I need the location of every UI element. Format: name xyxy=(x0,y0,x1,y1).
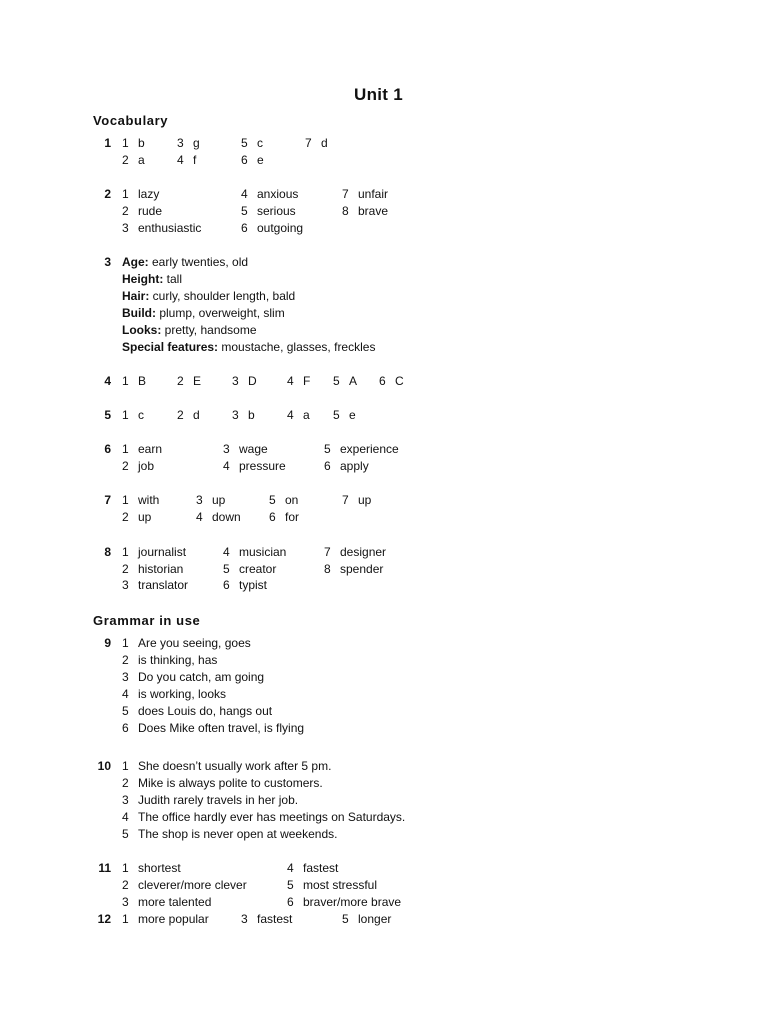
answer-item: 1 B xyxy=(122,374,147,388)
answer-item: 2 a xyxy=(122,153,145,167)
answer-item: 5 creator xyxy=(223,562,277,576)
answer-item: 5 c xyxy=(241,136,263,150)
answer-item: 4 a xyxy=(287,408,310,422)
description-line: Hair: curly, shoulder length, bald xyxy=(122,289,296,303)
answer-item: 4 anxious xyxy=(241,187,299,201)
answer-item: 2 cleverer/more clever xyxy=(122,878,247,892)
exercise-number: 3 xyxy=(104,255,111,269)
answer-item: 7 designer xyxy=(324,545,387,559)
answer-item: 4 is working, looks xyxy=(122,687,227,701)
answer-item: 1 more popular xyxy=(122,912,209,926)
page-title: Unit 1 xyxy=(354,85,404,104)
exercise-number: 9 xyxy=(104,636,111,650)
answer-item: 1 shortest xyxy=(122,861,181,875)
answer-item: 5 The shop is never open at weekends. xyxy=(122,827,338,841)
exercise-number: 6 xyxy=(104,442,111,456)
answer-item: 4 F xyxy=(287,374,311,388)
answer-item: 4 musician xyxy=(223,545,287,559)
answer-item: 1 Are you seeing, goes xyxy=(122,636,251,650)
answer-item: 6 braver/more brave xyxy=(287,895,402,909)
description-line: Age: early twenties, old xyxy=(122,255,249,269)
answer-item: 4 The office hardly ever has meetings on Saturdays. xyxy=(122,810,406,824)
answer-item: 1 She doesn’t usually work after 5 pm. xyxy=(122,759,332,773)
answer-item: 6 apply xyxy=(324,459,369,473)
answer-item: 1 earn xyxy=(122,442,163,456)
answer-item: 6 outgoing xyxy=(241,221,304,235)
answer-item: 6 typist xyxy=(223,578,268,592)
exercise-number: 1 xyxy=(104,136,111,150)
answer-item: 2 Mike is always polite to customers. xyxy=(122,776,323,790)
answer-item: 3 b xyxy=(232,408,255,422)
section-heading-grammar: Grammar in use xyxy=(93,613,201,628)
answer-item: 6 Does Mike often travel, is flying xyxy=(122,721,305,735)
answer-item: 5 e xyxy=(333,408,356,422)
exercise-number: 2 xyxy=(104,187,111,201)
answer-item: 2 is thinking, has xyxy=(122,653,218,667)
answer-item: 3 translator xyxy=(122,578,189,592)
answer-item: 6 for xyxy=(269,510,300,524)
description-line: Looks: pretty, handsome xyxy=(122,323,257,337)
answer-item: 1 journalist xyxy=(122,545,187,559)
section-heading-vocabulary: Vocabulary xyxy=(93,113,169,128)
answer-item: 3 more talented xyxy=(122,895,212,909)
exercise-number: 11 xyxy=(98,861,111,875)
answer-item: 3 fastest xyxy=(241,912,293,926)
answer-item: 3 enthusiastic xyxy=(122,221,202,235)
answer-item: 5 longer xyxy=(342,912,392,926)
answer-item: 1 lazy xyxy=(122,187,160,201)
exercise-number: 8 xyxy=(104,545,111,559)
exercise-number: 5 xyxy=(104,408,111,422)
exercise-number: 10 xyxy=(97,759,111,773)
answer-item: 4 pressure xyxy=(223,459,286,473)
description-line: Build: plump, overweight, slim xyxy=(122,306,285,320)
exercise-number: 12 xyxy=(97,912,111,926)
answer-item: 3 g xyxy=(177,136,200,150)
answer-item: 5 experience xyxy=(324,442,399,456)
answer-item: 2 up xyxy=(122,510,152,524)
answer-item: 2 job xyxy=(122,459,155,473)
exercise-number: 4 xyxy=(104,374,111,388)
answer-item: 5 on xyxy=(269,493,299,507)
description-line: Special features: moustache, glasses, freckles xyxy=(122,340,376,354)
answer-item: 3 wage xyxy=(223,442,268,456)
answer-item: 5 does Louis do, hangs out xyxy=(122,704,273,718)
answer-item: 2 d xyxy=(177,408,200,422)
answer-item: 6 e xyxy=(241,153,264,167)
answer-item: 4 f xyxy=(177,153,197,167)
answer-item: 3 Do you catch, am going xyxy=(122,670,265,684)
answer-item: 7 unfair xyxy=(342,187,389,201)
exercise-number: 7 xyxy=(104,493,111,507)
answer-item: 4 down xyxy=(196,510,241,524)
answer-item: 5 most stressful xyxy=(287,878,378,892)
answer-item: 5 serious xyxy=(241,204,296,218)
answer-item: 1 b xyxy=(122,136,145,150)
answer-item: 3 up xyxy=(196,493,226,507)
answer-item: 7 up xyxy=(342,493,372,507)
description-line: Height: tall xyxy=(122,272,183,286)
answer-item: 2 E xyxy=(177,374,202,388)
answer-item: 3 D xyxy=(232,374,257,388)
answer-item: 3 Judith rarely travels in her job. xyxy=(122,793,299,807)
answer-item: 7 d xyxy=(305,136,328,150)
answer-item: 5 A xyxy=(333,374,358,388)
answer-item: 1 with xyxy=(122,493,160,507)
answer-item: 4 fastest xyxy=(287,861,339,875)
answer-item: 1 c xyxy=(122,408,144,422)
answer-item: 6 C xyxy=(379,374,404,388)
answer-item: 8 brave xyxy=(342,204,389,218)
answer-item: 2 historian xyxy=(122,562,184,576)
answer-item: 8 spender xyxy=(324,562,384,576)
answer-item: 2 rude xyxy=(122,204,163,218)
